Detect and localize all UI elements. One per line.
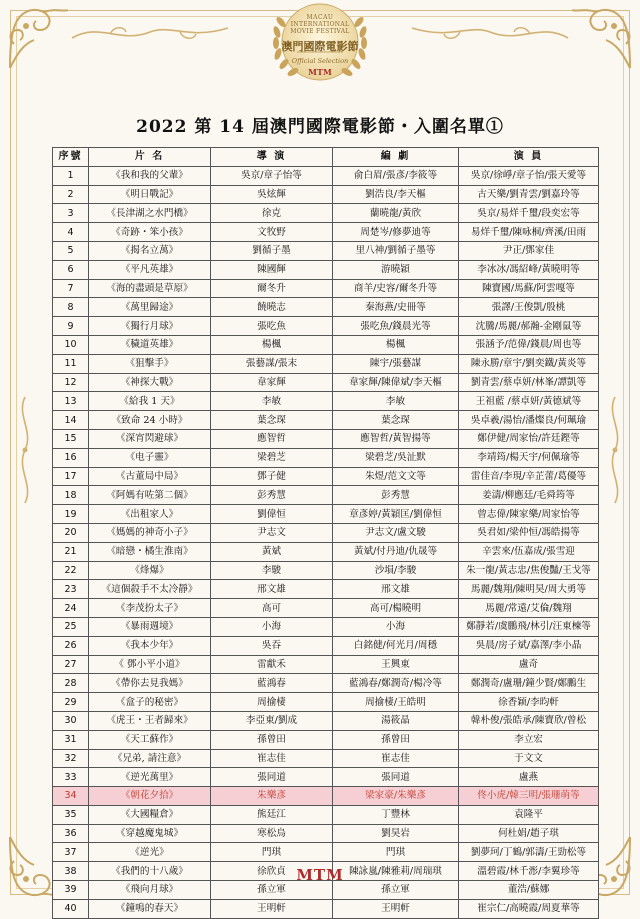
cell-cast: 鄭靜若/虞鵬飛/林引/汪東楝等 [459, 617, 599, 636]
table-row [53, 373, 599, 392]
cell-cast: 鄭伊健/周家怡/許廷鏗等 [459, 429, 599, 448]
selection-table-container [52, 147, 598, 919]
cell-number: 36 [53, 824, 89, 843]
cell-director: 應智哲 [211, 429, 333, 448]
cell-number: 11 [53, 354, 89, 373]
cell-writer: 彭秀慧 [333, 486, 459, 505]
table-row [53, 260, 599, 279]
cell-title: 《致命 24 小時》 [89, 411, 211, 430]
table-row [53, 392, 599, 411]
cell-title: 《狙擊手》 [89, 354, 211, 373]
cell-number: 38 [53, 862, 89, 881]
cell-cast: 何杜娟/趙子琪 [459, 824, 599, 843]
table-row [53, 542, 599, 561]
table-row [53, 730, 599, 749]
cell-title: 《給我 1 天》 [89, 392, 211, 411]
table-row [53, 843, 599, 862]
cell-director: 劉循子墨 [211, 241, 333, 260]
cell-number: 24 [53, 599, 89, 618]
cell-director: 鄧子健 [211, 467, 333, 486]
cell-title: 《朝花夕拾》 [89, 787, 211, 806]
cell-writer: 張同道 [333, 768, 459, 787]
cell-title: 《虎王・王者歸來》 [89, 711, 211, 730]
cell-director: 韋家輝 [211, 373, 333, 392]
cell-director: 張吃魚 [211, 317, 333, 336]
cell-number: 5 [53, 241, 89, 260]
cell-cast: 佟小虎/韓三明/張珊萌等 [459, 787, 599, 806]
cell-number: 28 [53, 674, 89, 693]
table-row [53, 636, 599, 655]
cell-director: 張同道 [211, 768, 333, 787]
cell-number: 31 [53, 730, 89, 749]
cell-director: 爾冬升 [211, 279, 333, 298]
cell-director: 孫立軍 [211, 881, 333, 900]
cell-cast: 鄭潤奇/盧珊/鐘少賢/鄭鵬生 [459, 674, 599, 693]
cell-title: 《帶你去見我媽》 [89, 674, 211, 693]
cell-cast: 馬麗/魏翔/陳明昊/周大勇等 [459, 580, 599, 599]
cell-title: 《盒子的秘密》 [89, 693, 211, 712]
table-row [53, 674, 599, 693]
cell-cast: 吳君如/梁仲恒/馮皓揚等 [459, 523, 599, 542]
cell-writer: 黃斌/付丹迪/仇晟等 [333, 542, 459, 561]
table-row [53, 787, 599, 806]
cell-writer: 里八神/劉循子墨等 [333, 241, 459, 260]
cell-title: 《李茂扮太子》 [89, 599, 211, 618]
cell-director: 徐克 [211, 204, 333, 223]
cell-number: 37 [53, 843, 89, 862]
cell-number: 13 [53, 392, 89, 411]
cell-director: 高可 [211, 599, 333, 618]
cell-cast: 張譯/王俊凱/殷桃 [459, 298, 599, 317]
cell-director: 藍鴻春 [211, 674, 333, 693]
cell-writer: 朱煜/范文文等 [333, 467, 459, 486]
table-row [53, 561, 599, 580]
cell-writer: 孫曾田 [333, 730, 459, 749]
table-row [53, 899, 599, 918]
cell-number: 29 [53, 693, 89, 712]
table-row [53, 298, 599, 317]
cell-number: 14 [53, 411, 89, 430]
cell-title: 《我們的十八歲》 [89, 862, 211, 881]
table-row [53, 580, 599, 599]
cell-title: 《明日戰記》 [89, 185, 211, 204]
cell-director: 崔志佳 [211, 749, 333, 768]
cell-title: 《鐘鳴的春天》 [89, 899, 211, 918]
table-row [53, 505, 599, 524]
cell-number: 1 [53, 166, 89, 185]
cell-title: 《兄弟, 請注意》 [89, 749, 211, 768]
cell-cast: 古天樂/劉青雲/劉嘉玲等 [459, 185, 599, 204]
header-writer: 編 劇 [333, 148, 459, 167]
cell-number: 34 [53, 787, 89, 806]
cell-writer: 俞白眉/張彥/李筱等 [333, 166, 459, 185]
cell-cast: 吳卓羲/湯怡/潘燦良/何珮瑜 [459, 411, 599, 430]
cell-title: 《飛向月球》 [89, 881, 211, 900]
header-title: 片 名 [89, 148, 211, 167]
cell-number: 7 [53, 279, 89, 298]
cell-cast: 于文文 [459, 749, 599, 768]
cell-director: 彭秀慧 [211, 486, 333, 505]
cell-writer: 藍鴻春/鄭潤奇/楊冷等 [333, 674, 459, 693]
cell-writer: 白銘健/何光月/周穩 [333, 636, 459, 655]
cell-title: 《电子靈》 [89, 448, 211, 467]
cell-writer: 葉念琛 [333, 411, 459, 430]
cell-writer: 周揄棲/王皓明 [333, 693, 459, 712]
cell-title: 《奇跡・笨小孩》 [89, 223, 211, 242]
table-row [53, 768, 599, 787]
cell-director: 徐欣貞 [211, 862, 333, 881]
logo-line-macau: MACAU [306, 14, 334, 21]
cell-writer: 沙塤/李駿 [333, 561, 459, 580]
cell-writer: 王興東 [333, 655, 459, 674]
cell-title: 《出租家人》 [89, 505, 211, 524]
cell-director: 邢文雄 [211, 580, 333, 599]
table-row [53, 429, 599, 448]
cell-number: 19 [53, 505, 89, 524]
cell-director: 文牧野 [211, 223, 333, 242]
cell-director: 吳炫輝 [211, 185, 333, 204]
cell-director: 雷獻禾 [211, 655, 333, 674]
cell-director: 孫曾田 [211, 730, 333, 749]
cell-writer: 蘭曉龍/黃欣 [333, 204, 459, 223]
table-row [53, 448, 599, 467]
cell-title: 《天工蘇作》 [89, 730, 211, 749]
cell-title: 《 鄧小平小道》 [89, 655, 211, 674]
logo-line-official-selection: Official Selection [291, 57, 349, 65]
cell-director: 李亞東/劉成 [211, 711, 333, 730]
table-row [53, 599, 599, 618]
cell-number: 15 [53, 429, 89, 448]
cell-cast: 姜濤/柳應廷/毛舜筠等 [459, 486, 599, 505]
cell-number: 26 [53, 636, 89, 655]
top-flourish-icon [410, 18, 570, 46]
cell-number: 22 [53, 561, 89, 580]
cell-number: 9 [53, 317, 89, 336]
cell-number: 12 [53, 373, 89, 392]
cell-cast: 雷佳音/李現/辛芷蕾/葛優等 [459, 467, 599, 486]
side-flourish-icon [14, 395, 36, 505]
cell-title: 《深宵閃避球》 [89, 429, 211, 448]
cell-writer: 邢文雄 [333, 580, 459, 599]
cell-writer: 章彥婷/黃穎匡/劉偉恒 [333, 505, 459, 524]
cell-director: 小海 [211, 617, 333, 636]
cell-writer: 高可/楊曉明 [333, 599, 459, 618]
cell-director: 門琪 [211, 843, 333, 862]
cell-number: 18 [53, 486, 89, 505]
cell-cast: 王祖藍 /蔡卓妍/黃德斌等 [459, 392, 599, 411]
cell-cast: 李立宏 [459, 730, 599, 749]
footer-mtm: MTM [296, 866, 344, 884]
cell-director: 周揄棲 [211, 693, 333, 712]
cell-director: 李駿 [211, 561, 333, 580]
cell-cast: 董浩/蘇娜 [459, 881, 599, 900]
cell-number: 33 [53, 768, 89, 787]
logo-line-international: INTERNATIONAL [290, 21, 350, 28]
table-row [53, 223, 599, 242]
cell-number: 35 [53, 805, 89, 824]
header-director: 導 演 [211, 148, 333, 167]
cell-cast: 易烊千璽/陳咏桐/齊溪/田雨 [459, 223, 599, 242]
cell-cast: 劉夢珂/丁鶴/郭濤/王勁松等 [459, 843, 599, 862]
table-body [53, 166, 599, 918]
cell-writer: 梁家豪/朱樂彥 [333, 787, 459, 806]
table-row [53, 655, 599, 674]
table-row [53, 204, 599, 223]
cell-cast: 溫碧霞/林千浵/李翼珍等 [459, 862, 599, 881]
table-row [53, 241, 599, 260]
cell-title: 《平凡英雄》 [89, 260, 211, 279]
cell-title: 《長津湖之水門橋》 [89, 204, 211, 223]
cell-title: 《逆光萬里》 [89, 768, 211, 787]
cell-number: 25 [53, 617, 89, 636]
table-row [53, 279, 599, 298]
table-row [53, 317, 599, 336]
cell-writer: 孫立軍 [333, 881, 459, 900]
cell-cast: 陳寶國/馬蘇/阿雲嘎等 [459, 279, 599, 298]
cell-title: 《阿媽有咗第二個》 [89, 486, 211, 505]
table-row [53, 711, 599, 730]
cell-number: 17 [53, 467, 89, 486]
cell-number: 30 [53, 711, 89, 730]
header-cast: 演 員 [459, 148, 599, 167]
table-row [53, 617, 599, 636]
cell-director: 朱樂彥 [211, 787, 333, 806]
cell-title: 《逆光》 [89, 843, 211, 862]
cell-director: 饒曉志 [211, 298, 333, 317]
table-row [53, 805, 599, 824]
top-flourish-icon [70, 18, 230, 46]
cell-cast: 袁隆平 [459, 805, 599, 824]
cell-writer: 游曉穎 [333, 260, 459, 279]
cell-number: 21 [53, 542, 89, 561]
cell-title: 《神探大戰》 [89, 373, 211, 392]
cell-title: 《萬里歸途》 [89, 298, 211, 317]
cell-cast: 徐香颖/李昀軒 [459, 693, 599, 712]
cell-title: 《獨行月球》 [89, 317, 211, 336]
cell-director: 陳國輝 [211, 260, 333, 279]
cell-number: 27 [53, 655, 89, 674]
cell-title: 《我和我的父輩》 [89, 166, 211, 185]
cell-cast: 吳晨/房子斌/嘉澤/李小晶 [459, 636, 599, 655]
corner-ornament-icon [4, 4, 74, 74]
table-header-row [53, 148, 599, 167]
cell-cast: 劉青雲/蔡卓妍/林峯/譚凱等 [459, 373, 599, 392]
cell-number: 2 [53, 185, 89, 204]
cell-writer: 丁豐林 [333, 805, 459, 824]
table-row [53, 523, 599, 542]
cell-writer: 張吃魚/錢晨光等 [333, 317, 459, 336]
logo-line-chinese-name: 澳門國際電影節 [281, 40, 359, 53]
table-row [53, 335, 599, 354]
cell-title: 《揭名立萬》 [89, 241, 211, 260]
table-row [53, 166, 599, 185]
cell-director: 張藝謀/張末 [211, 354, 333, 373]
cell-director: 吳吞 [211, 636, 333, 655]
cell-title: 《媽媽的神奇小子》 [89, 523, 211, 542]
cell-cast: 辛雲來/伍嘉成/張雪迎 [459, 542, 599, 561]
cell-writer: 李敏 [333, 392, 459, 411]
cell-cast: 吳京/徐崢/章子怡/張天愛等 [459, 166, 599, 185]
cell-cast: 盧燕 [459, 768, 599, 787]
cell-title: 《大國糧倉》 [89, 805, 211, 824]
cell-title: 《我本少年》 [89, 636, 211, 655]
cell-writer: 秦海燕/史冊等 [333, 298, 459, 317]
cell-writer: 陳詠嵐/陳雅莉/周瑞琪 [333, 862, 459, 881]
cell-cast: 陳永勝/章宇/劉奕鐵/黃炎等 [459, 354, 599, 373]
cell-writer: 應智哲/黃智揚等 [333, 429, 459, 448]
cell-director: 黃斌 [211, 542, 333, 561]
cell-writer: 尹志文/盧文駿 [333, 523, 459, 542]
cell-writer: 陳宇/張藝謀 [333, 354, 459, 373]
cell-number: 32 [53, 749, 89, 768]
corner-ornament-icon [566, 4, 636, 74]
cell-director: 王明軒 [211, 899, 333, 918]
table-row [53, 749, 599, 768]
page-title: 2022 第 14 屆澳門國際電影節・入圍名單① [136, 117, 504, 137]
cell-writer: 商羊/史容/爾冬升等 [333, 279, 459, 298]
cell-director: 葉念琛 [211, 411, 333, 430]
cell-cast: 吳京/易烊千璽/段奕宏等 [459, 204, 599, 223]
cell-writer: 崔志佳 [333, 749, 459, 768]
cell-cast: 馬麗/常遠/艾倫/魏翔 [459, 599, 599, 618]
cell-director: 李敏 [211, 392, 333, 411]
cell-cast: 尹正/鄧家佳 [459, 241, 599, 260]
cell-cast: 李靖筠/楊天宇/何佩瑜等 [459, 448, 599, 467]
cell-director: 劉偉恒 [211, 505, 333, 524]
cell-writer: 王明軒 [333, 899, 459, 918]
cell-cast: 朱一龍/黃志忠/焦俊豔/王戈等 [459, 561, 599, 580]
cell-writer: 梁碧芝/吳沚默 [333, 448, 459, 467]
cell-cast: 沈騰/馬麗/郝瀚-金剛鼠等 [459, 317, 599, 336]
table-row [53, 467, 599, 486]
cell-title: 《暴雨週境》 [89, 617, 211, 636]
cell-number: 40 [53, 899, 89, 918]
cell-director: 梁碧芝 [211, 448, 333, 467]
cell-writer: 周楚岑/修夢迪等 [333, 223, 459, 242]
cell-writer: 楊楓 [333, 335, 459, 354]
cell-cast: 張涵予/范偉/錢晨/周也等 [459, 335, 599, 354]
cell-writer: 門琪 [333, 843, 459, 862]
side-flourish-icon [604, 395, 626, 505]
cell-director: 吳京/章子怡等 [211, 166, 333, 185]
cell-director: 熊廷江 [211, 805, 333, 824]
cell-number: 16 [53, 448, 89, 467]
table-row [53, 693, 599, 712]
table-row [53, 824, 599, 843]
cell-cast: 崔宗仁/高曉霞/周夏華等 [459, 899, 599, 918]
cell-cast: 盧奇 [459, 655, 599, 674]
cell-cast: 李冰冰/馮紹峰/黃曉明等 [459, 260, 599, 279]
cell-director: 尹志文 [211, 523, 333, 542]
cell-title: 《海的盡頭是草原》 [89, 279, 211, 298]
table-row [53, 411, 599, 430]
cell-number: 10 [53, 335, 89, 354]
festival-logo [245, 2, 395, 98]
cell-title: 《烽爆》 [89, 561, 211, 580]
cell-title: 《穿越魔鬼城》 [89, 824, 211, 843]
cell-number: 20 [53, 523, 89, 542]
cell-number: 23 [53, 580, 89, 599]
cell-cast: 韓朴俊/張皓承/陳寶欣/曾松 [459, 711, 599, 730]
table-row [53, 486, 599, 505]
cell-writer: 劉昊岩 [333, 824, 459, 843]
logo-line-movie-festival: MOVIE FESTIVAL [290, 28, 350, 35]
header-number: 序號 [53, 148, 89, 167]
selection-table [52, 147, 599, 919]
cell-director: 楊楓 [211, 335, 333, 354]
logo-line-mtm: MTM [308, 67, 332, 77]
cell-number: 39 [53, 881, 89, 900]
cell-director: 寒松烏 [211, 824, 333, 843]
cell-writer: 湯筱晶 [333, 711, 459, 730]
cell-title: 《穢道英雄》 [89, 335, 211, 354]
cell-number: 8 [53, 298, 89, 317]
cell-number: 4 [53, 223, 89, 242]
cell-title: 《暗戀・橘生淮南》 [89, 542, 211, 561]
table-row [53, 185, 599, 204]
cell-cast: 曾志偉/陳家樂/周家怡等 [459, 505, 599, 524]
cell-writer: 韋家輝/陳偉斌/李天樞 [333, 373, 459, 392]
cell-writer: 劉浩良/李天樞 [333, 185, 459, 204]
table-row [53, 354, 599, 373]
cell-title: 《這個殺手不太冷靜》 [89, 580, 211, 599]
cell-number: 3 [53, 204, 89, 223]
cell-writer: 小海 [333, 617, 459, 636]
cell-title: 《古董局中局》 [89, 467, 211, 486]
cell-number: 6 [53, 260, 89, 279]
